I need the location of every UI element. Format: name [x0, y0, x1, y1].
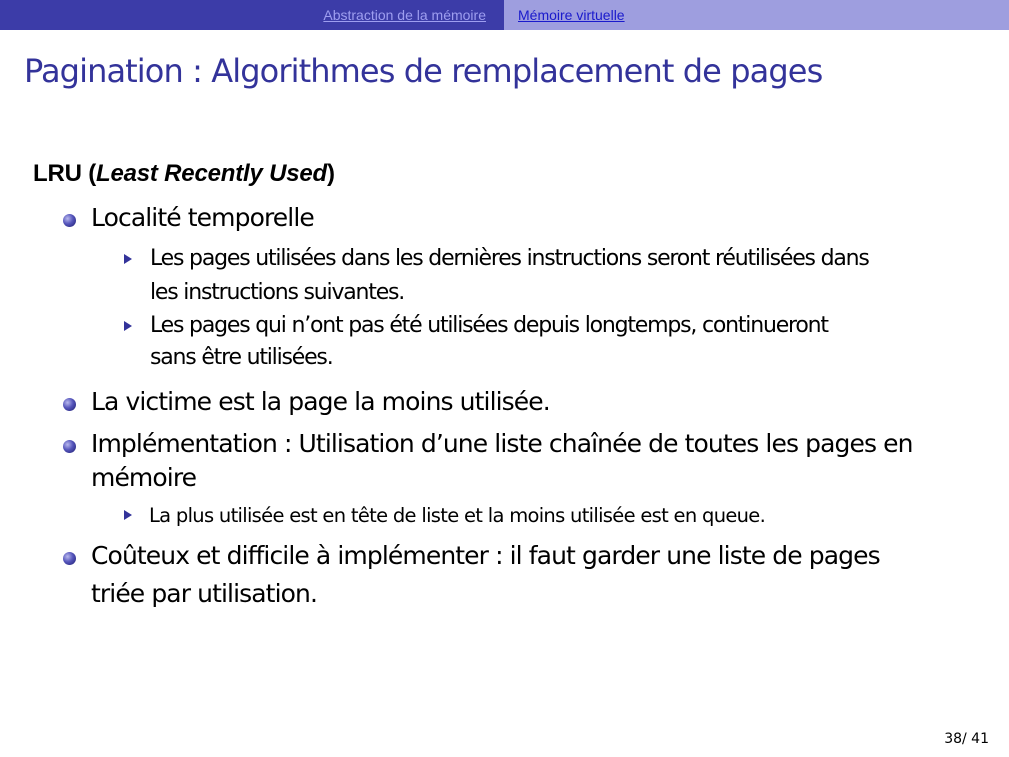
sub-item-localite-1-line-2: les instructions suivantes.	[150, 280, 405, 305]
list-item-implementation-line-2: mémoire	[91, 463, 197, 492]
bullet-triangle-icon	[124, 321, 132, 331]
nav-link-section[interactable]: Abstraction de la mémoire	[323, 7, 486, 23]
list-item-victime: La victime est la page la moins utilisée.	[91, 387, 550, 416]
page-title: Pagination : Algorithmes de remplacement de pages	[24, 52, 823, 90]
list-item-implementation-line-1: Implémentation : Utilisation d’une liste chaînée de toutes les pages en	[91, 429, 913, 458]
block-title-italic: Least Recently Used	[96, 160, 327, 187]
sub-item-localite-2-line-1: Les pages qui n’ont pas été utilisées depuis longtemps, continueront	[150, 313, 828, 338]
bullet-triangle-icon	[124, 510, 132, 520]
block-title	[33, 160, 335, 188]
sub-item-implementation-1: La plus utilisée est en tête de liste et la moins utilisée est en queue.	[149, 504, 766, 527]
block-title-suffix: )	[326, 160, 335, 187]
nav-subsection-panel	[504, 0, 1009, 30]
bullet-ball-icon	[63, 552, 76, 565]
navigation-bar	[0, 0, 1009, 30]
block-title-prefix: LRU (	[33, 160, 96, 187]
list-item-couteux-line-2: triée par utilisation.	[91, 579, 318, 608]
sub-item-localite-2-line-2: sans être utilisées.	[150, 345, 333, 370]
list-item-localite: Localité temporelle	[91, 203, 314, 232]
bullet-ball-icon	[63, 440, 76, 453]
nav-link-subsection[interactable]: Mémoire virtuelle	[518, 7, 625, 23]
sub-item-localite-1-line-1: Les pages utilisées dans les dernières instructions seront réutilisées dans	[150, 246, 869, 271]
nav-section-panel	[0, 0, 504, 30]
bullet-triangle-icon	[124, 254, 132, 264]
bullet-ball-icon	[63, 214, 76, 227]
list-item-couteux-line-1: Coûteux et difficile à implémenter : il faut garder une liste de pages	[91, 541, 880, 570]
bullet-ball-icon	[63, 398, 76, 411]
page-number: 38/ 41	[944, 731, 989, 747]
